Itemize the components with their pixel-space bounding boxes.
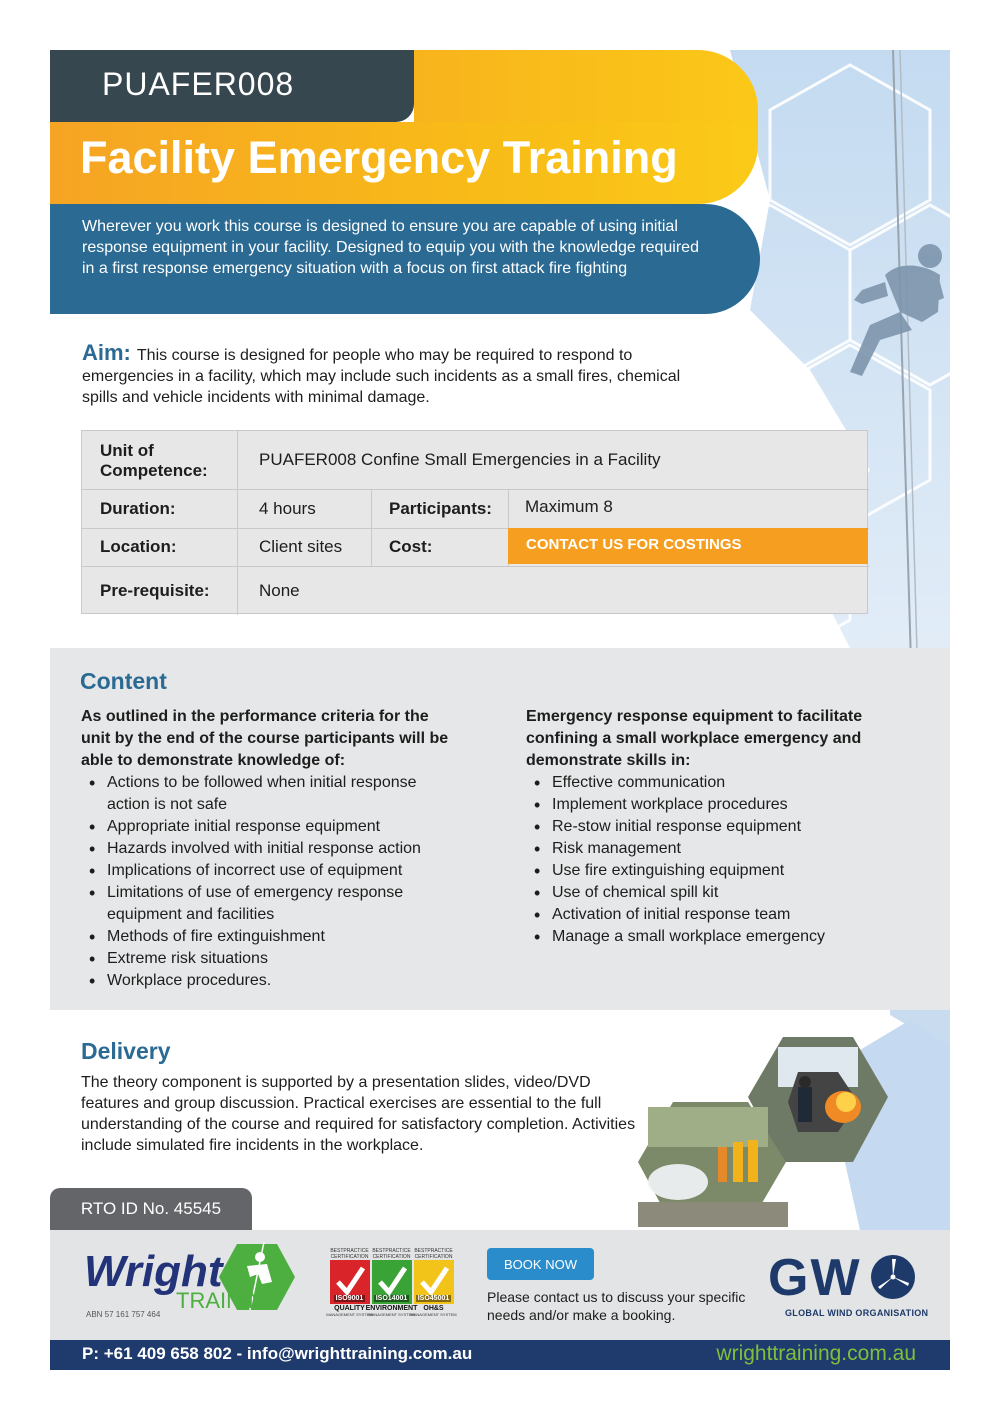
logo-training-text: TRAINING — [176, 1288, 282, 1312]
participants-label: Participants: — [389, 498, 492, 518]
cert-sub-text: MANAGEMENT SYSTEM — [326, 1312, 373, 1317]
course-code-bar — [50, 50, 414, 122]
gwo-subtitle: GLOBAL WIND ORGANISATION — [785, 1308, 929, 1318]
knowledge-list — [81, 772, 461, 992]
cert-tick-icon — [414, 1260, 454, 1304]
list-item: • Use fire extinguishing equipment — [526, 860, 876, 882]
certification-badge — [410, 1248, 457, 1317]
cert-tick-icon — [330, 1260, 370, 1304]
duration-value: 4 hours — [259, 498, 316, 518]
unit-label: Unit of Competence: — [100, 441, 208, 480]
aim-text: This course is designed for people who may be required to respond to emergencies in a facility, which may include such incidents as a small fires, chemical spills and vehicle incidents with minimal damage. — [82, 347, 681, 406]
unit-value: PUAFER008 Confine Small Emergencies in a Facility — [259, 450, 661, 469]
book-now-button[interactable]: BOOK NOW — [487, 1248, 594, 1280]
contact-bar — [50, 1340, 950, 1370]
course-details-table — [81, 430, 868, 614]
gwo-logo-text: GW — [768, 1249, 862, 1307]
list-item: • Activation of initial response team — [526, 904, 876, 926]
aim-label: Aim: — [82, 340, 131, 365]
participants-value: Maximum 8 — [525, 496, 613, 516]
list-item: • Workplace procedures. — [81, 970, 461, 992]
skills-list — [526, 772, 876, 948]
cost-contact-badge[interactable]: CONTACT US FOR COSTINGS — [508, 528, 868, 564]
training-photo-collage — [638, 1032, 898, 1232]
skills-lead: Emergency response equipment to facilitate confining a small workplace emergency and demonstrate skills in: — [526, 708, 863, 769]
prereq-label: Pre-requisite: — [100, 580, 210, 600]
phone-email[interactable]: P: +61 409 658 802 - info@wrighttraining.com.au — [82, 1344, 473, 1363]
list-item: • Manage a small workplace emergency — [526, 926, 876, 948]
list-item: • Actions to be followed when initial response action is not safe — [81, 772, 461, 816]
wind-turbine-icon — [870, 1254, 916, 1300]
aim-paragraph — [82, 342, 682, 408]
cert-sub-text: MANAGEMENT SYSTEM — [410, 1312, 457, 1317]
list-item: • Re-stow initial response equipment — [526, 816, 876, 838]
cert-iso-code: ISO14001 — [375, 1295, 408, 1302]
course-code: PUAFER008 — [102, 66, 295, 102]
cost-label: Cost: — [389, 537, 433, 556]
website-link[interactable]: wrighttraining.com.au — [716, 1342, 916, 1365]
location-label: Location: — [100, 537, 177, 556]
location-value: Client sites — [259, 537, 343, 556]
list-item: • Effective communication — [526, 772, 876, 794]
booking-contact-text: Please contact us to discuss your specific needs and/or make a booking. — [487, 1289, 746, 1323]
cert-iso-code: ISO45001 — [417, 1295, 450, 1302]
certification-badges — [326, 1248, 457, 1326]
footer — [50, 1230, 950, 1340]
rto-id-tab: RTO ID No. 45545 — [50, 1188, 252, 1230]
content-heading: Content — [80, 668, 167, 694]
extinguisher-training-photo — [638, 1102, 788, 1227]
cert-sub-text: MANAGEMENT SYSTEM — [368, 1312, 415, 1317]
cert-label: OH&S — [423, 1305, 444, 1312]
list-item: • Implement workplace procedures — [526, 794, 876, 816]
delivery-text: The theory component is supported by a presentation slides, video/DVD features and group discussion. Practical exercises are essential to the full understanding of the course and required for satisfactory completion. Activities include simulated fire incidents in the workplace. — [81, 1074, 636, 1154]
list-item: • Hazards involved with initial response action — [81, 838, 461, 860]
content-section — [50, 648, 950, 1010]
list-item: • Limitations of use of emergency response equipment and facilities — [81, 882, 461, 926]
cert-label: QUALITY — [334, 1305, 365, 1312]
list-item: • Use of chemical spill kit — [526, 882, 876, 904]
knowledge-column — [81, 706, 461, 992]
cert-header-text: BESTPRACTICE CERTIFICATION — [330, 1248, 369, 1260]
header-accent-top — [414, 50, 758, 130]
duration-label: Duration: — [100, 498, 176, 518]
wright-training-logo — [82, 1242, 297, 1312]
prereq-value: None — [259, 580, 300, 600]
cert-header-text: BESTPRACTICE CERTIFICATION — [372, 1248, 411, 1260]
cert-iso-code: ISO9001 — [335, 1295, 364, 1302]
list-item: • Implications of incorrect use of equipment — [81, 860, 461, 882]
list-item: • Risk management — [526, 838, 876, 860]
delivery-heading: Delivery — [81, 1038, 171, 1064]
page-title: Facility Emergency Training — [80, 132, 678, 183]
intro-text: Wherever you work this course is designed to ensure you are capable of using initial response equipment in your facility. Designed to equip you with the knowledge required in a first response emergency situation with a focus on first attack fire fighting — [82, 218, 699, 277]
logo-wright-text: Wright — [84, 1247, 223, 1296]
list-item: • Extreme risk situations — [81, 948, 461, 970]
certification-badge — [365, 1248, 418, 1317]
skills-column — [526, 706, 876, 948]
cert-header-text: BESTPRACTICE CERTIFICATION — [414, 1248, 453, 1260]
cert-tick-icon — [372, 1260, 412, 1304]
cert-label: ENVIRONMENT — [365, 1305, 418, 1312]
list-item: • Methods of fire extinguishment — [81, 926, 461, 948]
certification-badge — [326, 1248, 373, 1317]
course-flyer — [50, 50, 950, 1370]
list-item: • Appropriate initial response equipment — [81, 816, 461, 838]
abn-text: ABN 57 161 757 464 — [86, 1310, 161, 1319]
knowledge-lead: As outlined in the performance criteria for the unit by the end of the course participants will be able to demonstrate knowledge of: — [81, 708, 449, 769]
